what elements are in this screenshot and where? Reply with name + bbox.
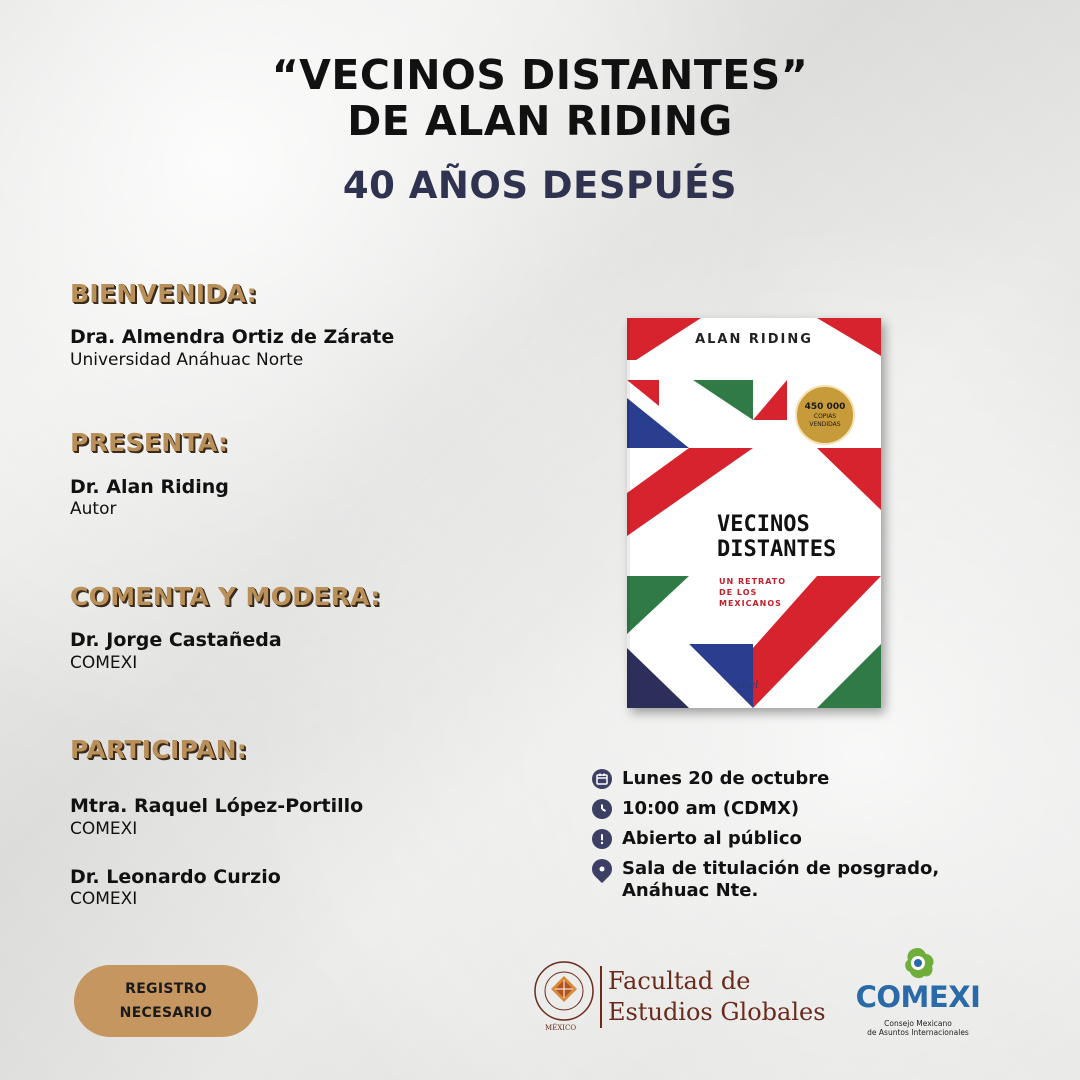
clock-icon	[592, 799, 612, 819]
person-name: Dr. Leonardo Curzio	[70, 866, 281, 888]
person-org: COMEXI	[70, 819, 138, 839]
university-seal-logo	[533, 960, 595, 1026]
book-title-line-1: VECINOS	[717, 512, 810, 537]
book-cover	[627, 318, 881, 708]
event-subtitle: 40 AÑOS DESPUÉS	[342, 164, 738, 207]
book-subtitle-line-2: DE LOS	[719, 588, 758, 597]
section-label-comenta: COMENTA Y MODERA:	[70, 582, 381, 611]
badge-text-1: COPIAS	[813, 412, 837, 420]
comexi-name: COMEXI	[855, 980, 981, 1014]
exclamation-icon	[592, 829, 612, 849]
book-publisher: Ariel	[734, 680, 759, 691]
person-name: Dr. Alan Riding	[70, 476, 229, 498]
book-subtitle	[719, 576, 839, 609]
person-org: Autor	[70, 499, 117, 519]
location-line-1: Sala de titulación de posgrado,	[622, 858, 940, 879]
register-line-2: NECESARIO	[119, 1005, 213, 1021]
faculty-line-2: Estudios Globales	[608, 998, 826, 1026]
location-line-2: Anáhuac Nte.	[622, 880, 759, 901]
book-title	[717, 512, 881, 562]
register-line-1: REGISTRO	[125, 981, 207, 997]
section-label-participan: PARTICIPAN:	[70, 735, 248, 764]
event-access	[592, 828, 802, 850]
faculty-line-1: Facultad de	[608, 967, 751, 995]
event-time-text: 10:00 am (CDMX)	[622, 798, 800, 819]
event-location-text	[622, 858, 939, 902]
title-line-2: DE ALAN RIDING	[347, 97, 733, 145]
title-line-1: “VECINOS DISTANTES”	[271, 51, 809, 99]
comexi-desc-line-2: de Asuntos Internacionales	[867, 1028, 969, 1037]
faculty-name	[600, 966, 826, 1028]
badge-number: 450 000	[804, 401, 846, 412]
badge-text-2: VENDIDAS	[809, 420, 841, 428]
event-access-text: Abierto al público	[622, 828, 802, 849]
book-subtitle-line-1: UN RETRATO	[719, 577, 787, 586]
section-label-bienvenida: BIENVENIDA:	[70, 279, 257, 308]
person-name: Mtra. Raquel López-Portillo	[70, 795, 364, 817]
person-name: Dr. Jorge Castañeda	[70, 629, 282, 651]
event-location	[592, 858, 939, 902]
book-title-line-2: DISTANTES	[717, 537, 837, 562]
faculty-country: MÉXICO	[545, 1024, 577, 1032]
book-subtitle-line-3: MEXICANOS	[719, 599, 782, 608]
comexi-desc-line-1: Consejo Mexicano	[884, 1019, 952, 1028]
comexi-description	[855, 1019, 981, 1037]
register-button[interactable]	[74, 965, 258, 1037]
event-date-text: Lunes 20 de octubre	[622, 768, 830, 789]
person-org: Universidad Anáhuac Norte	[70, 350, 304, 370]
section-label-presenta: PRESENTA:	[70, 428, 229, 457]
person-org: COMEXI	[70, 889, 138, 909]
calendar-icon	[592, 769, 612, 789]
event-date	[592, 768, 829, 790]
person-name: Dra. Almendra Ortiz de Zárate	[70, 326, 395, 348]
event-title	[0, 52, 1080, 144]
sales-badge	[795, 385, 855, 445]
location-pin-icon	[588, 855, 616, 883]
event-time	[592, 798, 799, 820]
book-author: ALAN RIDING	[695, 332, 813, 347]
person-org: COMEXI	[70, 653, 138, 673]
